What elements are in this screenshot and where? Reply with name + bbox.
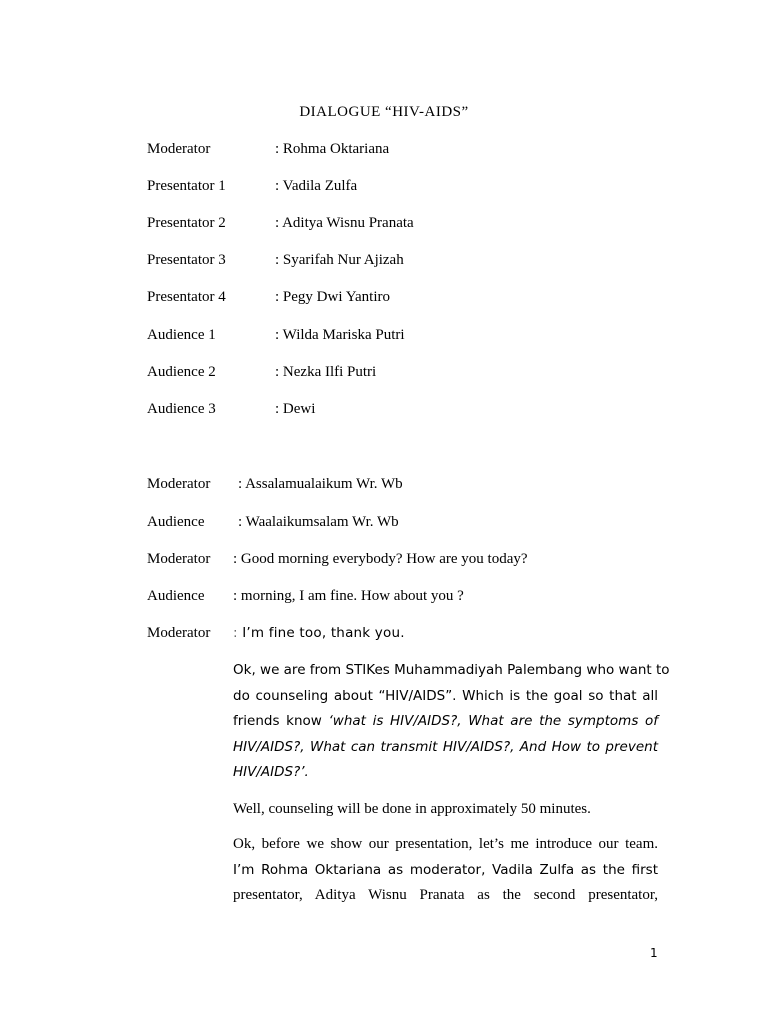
cast-name: : Syarifah Nur Ajizah [275,252,404,268]
cast-role: Audience 1 [147,327,216,343]
paragraph-line: presentator, Aditya Wisnu Pranata as the second presentator, [233,887,658,903]
dialogue-line [233,623,405,643]
paragraph-line: Ok, we are from STIKes Muhammadiyah Palembang who want to [233,662,670,678]
cast-role: Audience 3 [147,401,216,417]
dialogue-line: : Good morning everybody? How are you today? [233,551,528,567]
cast-role: Audience 2 [147,364,216,380]
paragraph-text: friends know [233,713,322,729]
dialogue-line: : Waalaikumsalam Wr. Wb [238,514,399,530]
paragraph-duration [233,797,658,823]
dialogue-speaker: Moderator [147,551,211,567]
dialogue-line: : Assalamualaikum Wr. Wb [238,476,403,492]
paragraph-line [233,709,658,735]
cast-name: : Dewi [275,401,316,417]
dialogue-text: I’m fine too, thank you. [242,625,405,641]
cast-role: Presentator 4 [147,289,226,305]
paragraph-line: do counseling about “HIV/AIDS”. Which is the goal so that all [233,687,658,704]
cast-name: : Aditya Wisnu Pranata [275,215,414,231]
cast-name: : Rohma Oktariana [275,141,390,157]
dialogue-speaker: Moderator [147,625,211,641]
paragraph-line: Well, counseling will be done in approximately 50 minutes. [233,801,591,817]
cast-name: : Vadila Zulfa [275,178,358,194]
paragraph-intro [233,658,670,786]
paragraph-line: I’m Rohma Oktariana as moderator, Vadila Zulfa as the first [233,861,658,878]
paragraph-line: Ok, before we show our presentation, let’s me introduce our team. [233,836,658,852]
document-title: DIALOGUE “HIV-AIDS” [299,104,469,120]
cast-name: : Nezka Ilfi Putri [275,364,377,380]
paragraph-line: HIV/AIDS?’. [233,764,309,780]
page-number: 1 [650,946,658,960]
paragraph-team [233,832,658,909]
paragraph-italic-text: ‘what is HIV/AIDS?, What are the symptoms of [328,713,659,729]
dialogue-line: : morning, I am fine. How about you ? [233,588,464,604]
paragraph-line: HIV/AIDS?, What can transmit HIV/AIDS?, And How to prevent [233,738,658,755]
dialogue-colon: : [233,625,238,641]
cast-role: Presentator 2 [147,215,226,231]
cast-role: Moderator [147,141,211,157]
dialogue-speaker: Audience [147,514,205,530]
dialogue-speaker: Moderator [147,476,211,492]
cast-role: Presentator 1 [147,178,226,194]
cast-name: : Pegy Dwi Yantiro [275,289,391,305]
cast-name: : Wilda Mariska Putri [275,327,405,343]
dialogue-speaker: Audience [147,588,205,604]
cast-role: Presentator 3 [147,252,226,268]
